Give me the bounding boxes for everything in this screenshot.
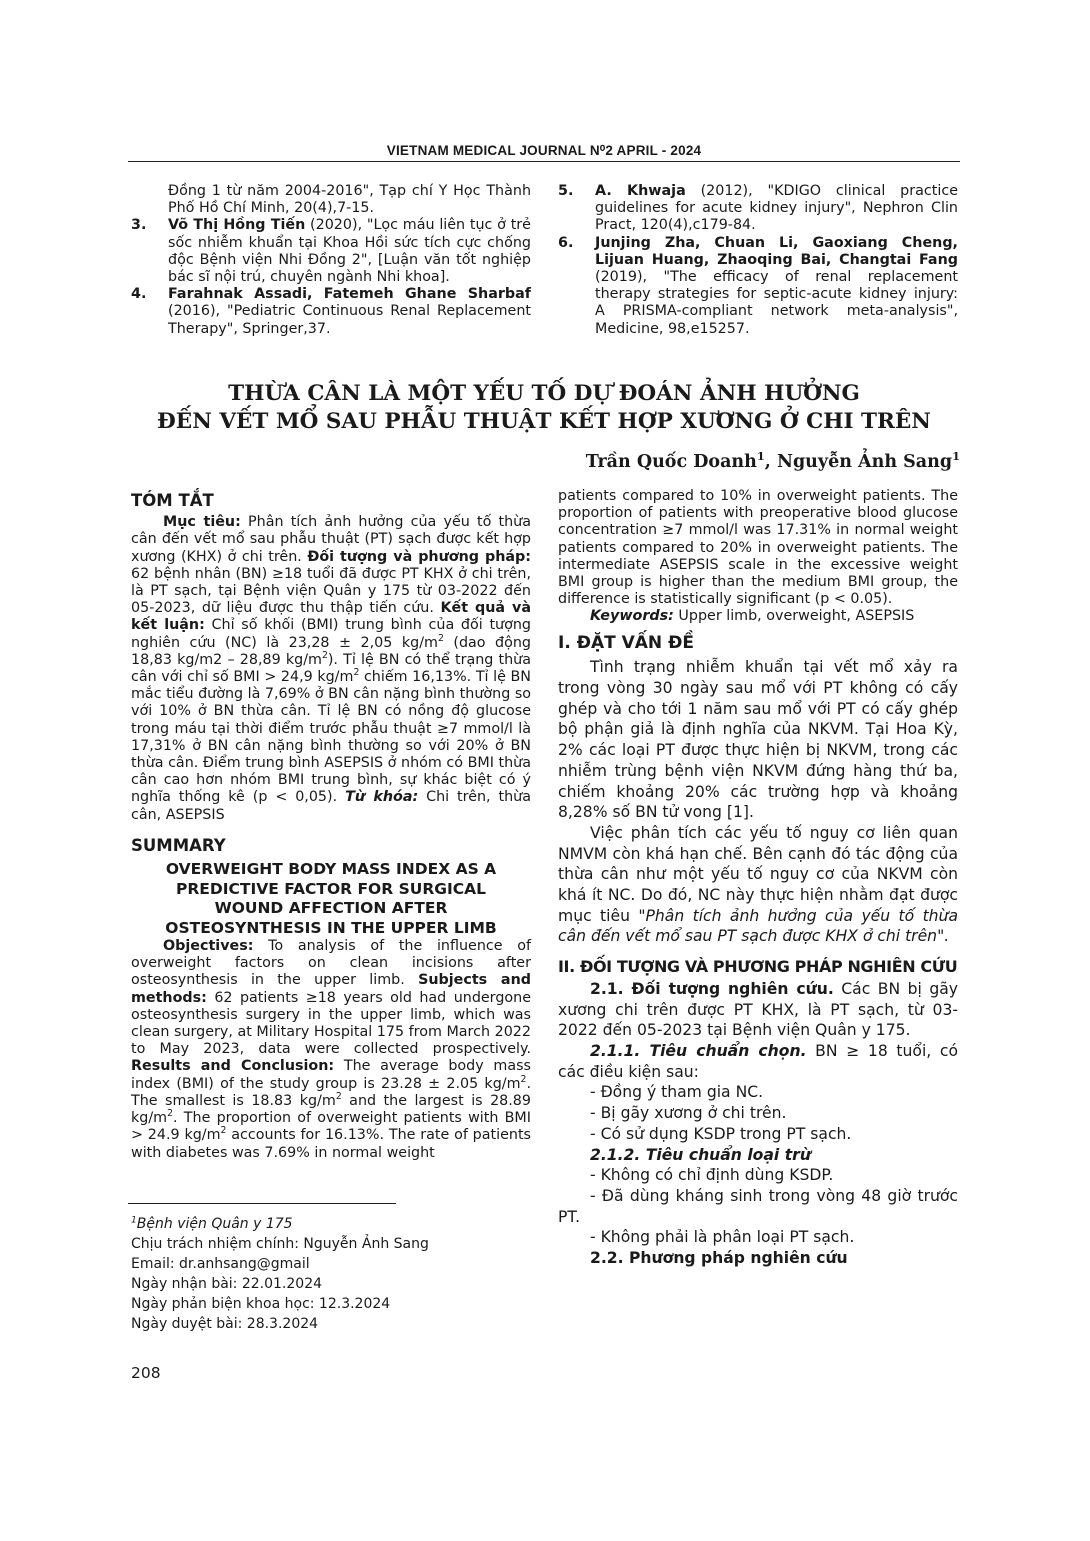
criteria-item: - Không phải là phân loại PT sạch. — [590, 1228, 855, 1247]
subsection-text: Các BN bị gãy xương chi trên được PT KHX, là PT sạch, từ 03-2022 đến 05-2023 tại Bệnh viện Quân y 175. — [558, 979, 958, 1040]
header-rule — [128, 161, 960, 162]
footnote-affiliation — [131, 1214, 531, 1234]
text-results-en: The average body mass index (BMI) of the study group is 23.28 ± 2.05 kg/m — [131, 1058, 531, 1092]
text-methods-vi: 62 bệnh nhân (BN) ≥18 tuổi đã được PT KHX ở chi trên, là PT sạch, tại Bệnh viện Quân y 175 từ 03-2022 đến 05-2023, dữ liệu được thu thập tiến cứu. — [131, 565, 531, 617]
abstract-heading-en: SUMMARY — [131, 835, 226, 855]
article-title — [128, 380, 960, 436]
reference-authors: A. Khwaja — [595, 183, 686, 199]
text-keywords-en: Upper limb, overweight, ASEPSIS — [673, 608, 915, 625]
superscript: 2 — [335, 1091, 342, 1103]
reference-item — [131, 217, 531, 286]
abstract-en-continued: patients compared to 10% in overweight patients. The proportion of patients with preoperative blood glucose concentration ≥7 mmol/l was 17.31% in normal weight patients compared to 20% in overweight patients. The intermediate ASEPSIS scale in the excessive weight BMI group is higher than the medium BMI group, the difference is statistically significant (p < 0.05). — [558, 488, 958, 608]
footnote-approved: Ngày duyệt bài: 28.3.2024 — [131, 1316, 319, 1332]
label-objectives-vi: Mục tiêu: — [163, 514, 241, 531]
label-methods-en: Subjects and methods: — [131, 972, 531, 1006]
affiliation-text: Bệnh viện Quân y 175 — [136, 1216, 293, 1232]
superscript: 2 — [520, 1073, 527, 1085]
subsection-label-text: 2.2. Phương pháp nghiên cứu — [590, 1249, 848, 1268]
reference-authors: Farahnak Assadi, Fatemeh Ghane Sharbaf — [168, 286, 531, 303]
author-separator: , — [764, 452, 777, 472]
reference-text: (2016), "Pediatric Continuous Renal Replacement Therapy", Springer,37. — [168, 303, 531, 337]
reference-item — [131, 286, 531, 338]
superscript: 2 — [220, 1125, 227, 1137]
footnote-rule — [128, 1203, 396, 1204]
article-title-line: THỪA CÂN LÀ MỘT YẾU TỐ DỰ ĐOÁN ẢNH HƯỞNG — [228, 381, 860, 406]
footnotes — [131, 1214, 531, 1334]
section-heading-intro: I. ĐẶT VẤN ĐỀ — [558, 632, 694, 653]
text-results-vi: chiếm 16,13%. Tỉ lệ BN mắc tiểu đường là 7,69% ở BN cân nặng bình thường so với 10% ở BN thừa cân. Tỉ lệ BN có nồng độ glucose trong máu tại thời điểm trước phẫu thuật ≥7 mmol/l là 17,31% ở BN cân nặng bình thường so với 20% ở BN thừa cân. Điểm trung bình ASEPSIS ở nhóm có BMI thừa cân cao hơn nhóm BMI trung bình, sự khác biệt có ý nghĩa thống kê (p < 0,05). — [131, 669, 532, 806]
label-keywords-en: Keywords: — [590, 608, 674, 625]
superscript: 2 — [437, 632, 444, 644]
article-title-line: ĐẾN VẾT MỔ SAU PHẪU THUẬT KẾT HỢP XƯƠNG Ở CHI TRÊN — [157, 409, 931, 434]
author-name: Nguyễn Ảnh Sang — [776, 452, 953, 472]
subsection-text: BN ≥ 18 tuổi, có các điều kiện sau: — [558, 1041, 958, 1081]
footnote-corresponding: Chịu trách nhiệm chính: Nguyễn Ảnh Sang — [131, 1236, 429, 1252]
footnote-email: Email: dr.anhsang@gmail — [131, 1256, 310, 1272]
author-list — [585, 449, 960, 472]
references-left — [131, 183, 531, 338]
study-aim: "Phân tích ảnh hưởng của yếu tố thừa cân đến vết mổ sau PT sạch được KHX ở chi trên". — [558, 906, 958, 946]
intro-paragraph — [558, 823, 958, 947]
text-results-vi: ). Tỉ lệ BN có thể trạng thừa cân với chỉ số BMI > 24,9 kg/m — [131, 651, 531, 686]
text-results-vi: (dao động 18,83 kg/m2 – 28,89 kg/m — [131, 634, 531, 668]
subsection-label: 2.1. Đối tượng nghiên cứu. — [590, 979, 834, 998]
reference-item — [131, 183, 531, 217]
page-number: 208 — [131, 1364, 161, 1382]
reference-number: 5. — [558, 183, 574, 199]
methods-paragraph — [558, 1041, 958, 1082]
text-results-en: . The proportion of overweight patients with BMI > 24.9 kg/m — [131, 1110, 531, 1144]
intro-text: Việc phân tích các yếu tố nguy cơ liên quan NMVM còn khá hạn chế. Bên cạnh đó tác động của thừa cân như một yếu tố nguy cơ của NKVM còn khá ít NC. Do đó, NC này thực hiện nhằm đạt được mục tiêu — [558, 823, 958, 925]
label-results-vi: Kết quả và kết luận: — [131, 600, 532, 634]
affiliation-mark: 1 — [131, 1215, 137, 1226]
reference-text: (2020), "Lọc máu liên tục ở trẻ sốc nhiễm khuẩn tại Khoa Hồi sức tích cực chống độc Bệnh viện Nhi Đồng 2", [Luận văn tốt nghiệp bác sĩ nội trú, chuyên ngành Nhi khoa]. — [168, 217, 531, 286]
text-results-en: . The smallest is 18.83 kg/m — [131, 1075, 531, 1109]
criteria-item: - Đồng ý tham gia NC. — [590, 1083, 764, 1102]
affiliation-mark: 1 — [952, 449, 960, 464]
label-keywords-vi: Từ khóa: — [345, 789, 419, 806]
reference-text: Đồng 1 từ năm 2004-2016", Tạp chí Y Học Thành Phố Hồ Chí Minh, 20(4),7-15. — [168, 183, 531, 217]
summary-title-line: OVERWEIGHT BODY MASS INDEX AS A — [165, 860, 497, 879]
reference-text: (2012), "KDIGO clinical practice guidelines for acute kidney injury", Nephron Clin Pract, 120(4),c179-84. — [595, 183, 958, 234]
reference-text: (2019), "The efficacy of renal replacement therapy strategies for septic-acute kidney injury: A PRISMA-compliant network meta-analysis", Medicine, 98,e15257. — [595, 269, 958, 337]
abstract-en-body — [131, 938, 531, 1162]
main-column — [558, 488, 958, 1269]
superscript: 2 — [167, 1108, 174, 1120]
reference-item — [558, 235, 958, 338]
text-results-en: and the largest is 28.89 kg/m — [131, 1092, 532, 1127]
subsection-label — [558, 1248, 958, 1269]
text-results-en: accounts for 16.13%. The rate of patients with diabetes was 7.69% in normal weight — [131, 1127, 532, 1161]
text-objectives-vi: Phân tích ảnh hưởng của yếu tố thừa cân đến vết mổ sau phẫu thuật (PT) sạch được kết hợp xương (KHX) ở chi trên. — [131, 514, 532, 565]
superscript: 2 — [353, 667, 360, 679]
abstract-vi-body — [131, 514, 531, 824]
footnote-received: Ngày nhận bài: 22.01.2024 — [131, 1276, 323, 1292]
author-name: Trần Quốc Doanh — [585, 452, 757, 472]
footnote-reviewed: Ngày phản biện khoa học: 12.3.2024 — [131, 1296, 391, 1312]
reference-number: 4. — [131, 286, 147, 303]
reference-authors: Junjing Zha, Chuan Li, Gaoxiang Cheng, Lijuan Huang, Zhaoqing Bai, Changtai Fang — [595, 234, 958, 268]
label-results-en: Results and Conclusion: — [131, 1058, 335, 1075]
subsection-label-text: 2.1.2. Tiêu chuẩn loại trừ — [590, 1145, 811, 1164]
criteria-item: - Có sử dụng KSDP trong PT sạch. — [590, 1124, 852, 1143]
keywords-en — [558, 608, 958, 625]
reference-authors: Võ Thị Hồng Tiến — [168, 217, 306, 234]
subsection-label — [558, 1145, 958, 1166]
text-keywords-vi: Chi trên, thừa cân, ASEPSIS — [131, 789, 531, 823]
summary-title-line: WOUND AFFECTION AFTER — [214, 899, 448, 918]
reference-number: 6. — [558, 234, 574, 251]
abstract-column — [131, 492, 531, 1162]
text-methods-en: 62 patients ≥18 years old had undergone osteosynthesis surgery in the upper limb, which was clean surgery, at Military Hospital 175 from March 2022 to May 2023, data were collected prospectively. — [131, 989, 531, 1058]
text-results-vi: Chỉ số khối (BMI) trung bình của đối tượng nghiên cứu (NC) là 23,28 ± 2,05 kg/m — [131, 617, 531, 651]
body-text — [558, 633, 958, 1269]
intro-paragraph: Tình trạng nhiễm khuẩn tại vết mổ xảy ra trong vòng 30 ngày sau mổ với PT không có cấy ghép và cho tới 1 năm sau mổ với PT có cấy ghép bộ phận giả là định nghĩa của NKVM. Tại Hoa Kỳ, 2% các loại PT được thực hiện bị NKVM, trong các nhiễm trùng bệnh viện NKVM đứng hàng thứ ba, chiếm khoảng 20% các trường hợp và khoảng 8,28% số BN tử vong [1]. — [558, 658, 958, 822]
criteria-item: - Không có chỉ định dùng KSDP. — [590, 1166, 834, 1185]
methods-paragraph — [558, 979, 958, 1041]
running-header: VIETNAM MEDICAL JOURNAL N⁰2 APRIL - 2024 — [386, 143, 702, 158]
superscript: 2 — [321, 650, 328, 662]
summary-title-line: OSTEOSYNTHESIS IN THE UPPER LIMB — [165, 918, 497, 937]
criteria-item: - Đã dùng kháng sinh trong vòng 48 giờ trước PT. — [558, 1186, 958, 1226]
criteria-item: - Bị gãy xương ở chi trên. — [590, 1104, 787, 1123]
label-objectives-en: Objectives: — [163, 938, 254, 955]
reference-number: 3. — [131, 217, 147, 234]
text-objectives-en: To analysis of the influence of overweight factors on clean incisions after osteosynthesis in the upper limb. — [131, 938, 531, 989]
abstract-heading-vi: TÓM TẮT — [131, 491, 214, 510]
affiliation-mark: 1 — [756, 449, 765, 464]
summary-title-line: PREDICTIVE FACTOR FOR SURGICAL — [176, 879, 486, 898]
label-methods-vi: Đối tượng và phương pháp: — [307, 548, 531, 565]
section-heading-methods: II. ĐỐI TƯỢNG VÀ PHƯƠNG PHÁP NGHIÊN CỨU — [558, 957, 958, 977]
subsection-label: 2.1.1. Tiêu chuẩn chọn. — [590, 1041, 807, 1060]
reference-item — [558, 183, 958, 235]
references-right — [558, 183, 958, 338]
